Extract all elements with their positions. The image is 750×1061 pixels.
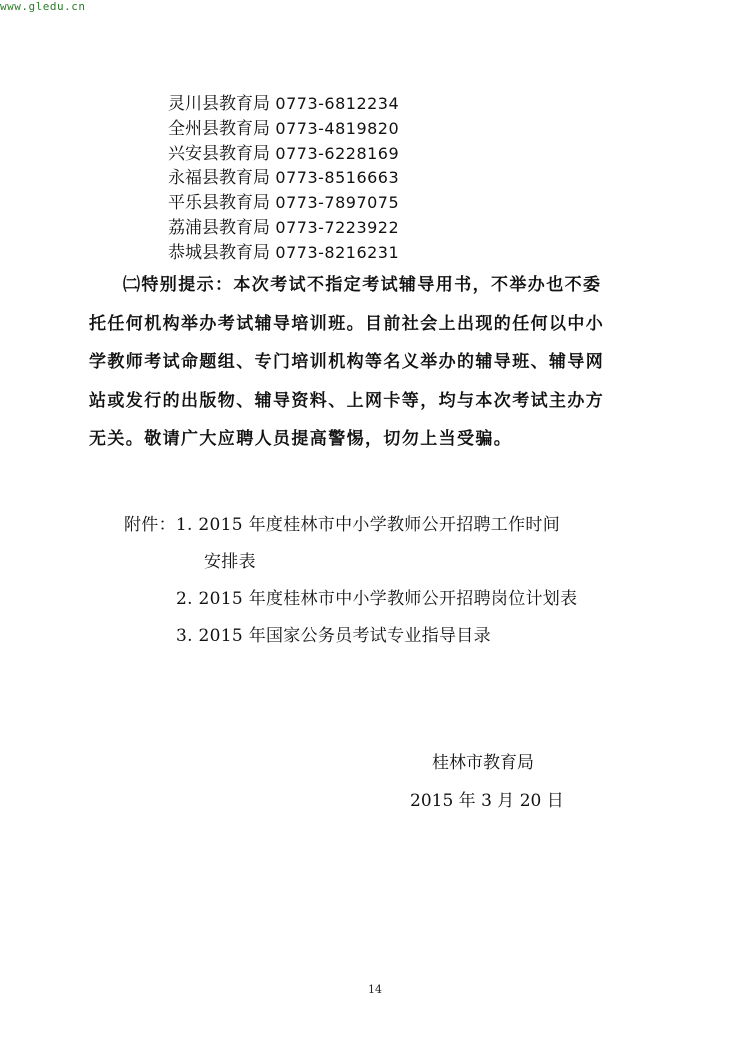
contact-line-lipu	[168, 216, 399, 241]
attachment-item-3: 3. 2015 年国家公务员考试专业指导目录	[176, 626, 491, 646]
page-number: 14	[368, 983, 382, 996]
notice-line: 站或发行的出版物、辅导资料、上网卡等，均与本次考试主办方	[89, 390, 605, 411]
contact-name: 全州县教育局	[168, 118, 270, 139]
notice-line: 学教师考试命题组、专门培训机构等名义举办的辅导班、辅导网	[89, 352, 605, 372]
contact-phone: 0773-4819820	[275, 118, 400, 138]
contact-phone: 0773-7223922	[275, 217, 400, 237]
contact-phone: 0773-8216231	[275, 242, 400, 262]
attachments-list	[124, 507, 577, 655]
contact-line-lingchuan	[168, 92, 399, 117]
contact-name: 兴安县教育局	[168, 143, 270, 164]
contact-line-quanzhou	[168, 117, 399, 142]
contact-line-yongfu	[168, 166, 399, 191]
issue-date: 2015 年 3 月 20 日	[410, 791, 564, 811]
contact-phone: 0773-8516663	[275, 168, 400, 188]
contact-phone: 0773-6812234	[275, 94, 400, 113]
contact-name: 灵川县教育局	[168, 94, 270, 114]
contact-phone: 0773-6228169	[275, 143, 400, 163]
special-notice-paragraph	[89, 266, 674, 459]
contact-line-pingle	[168, 191, 399, 216]
notice-line: 无关。敬请广大应聘人员提高警惕，切勿上当受骗。	[89, 429, 513, 449]
notice-line: 托任何机构举办考试辅导培训班。目前社会上出现的任何以中小	[89, 313, 605, 334]
contact-line-gongcheng	[168, 241, 399, 266]
attachment-item-1: 附件：1. 2015 年度桂林市中小学教师公开招聘工作时间	[124, 515, 560, 535]
contact-name: 恭城县教育局	[168, 242, 270, 263]
signature-block	[410, 744, 564, 820]
county-contact-list	[168, 92, 399, 266]
contact-name: 荔浦县教育局	[168, 217, 270, 238]
issuing-organization: 桂林市教育局	[432, 753, 534, 773]
attachment-item-2: 2. 2015 年度桂林市中小学教师公开招聘岗位计划表	[176, 589, 578, 609]
watermark-url: www.gledu.cn	[0, 0, 86, 13]
contact-line-xingan	[168, 142, 399, 167]
contact-phone: 0773-7897075	[275, 193, 400, 213]
attachment-item-1-continued: 安排表	[204, 552, 256, 572]
contact-name: 平乐县教育局	[168, 193, 270, 214]
notice-line: ㈡特别提示：本次考试不指定考试辅导用书，不举办也不委	[123, 275, 602, 295]
contact-name: 永福县教育局	[168, 168, 270, 189]
